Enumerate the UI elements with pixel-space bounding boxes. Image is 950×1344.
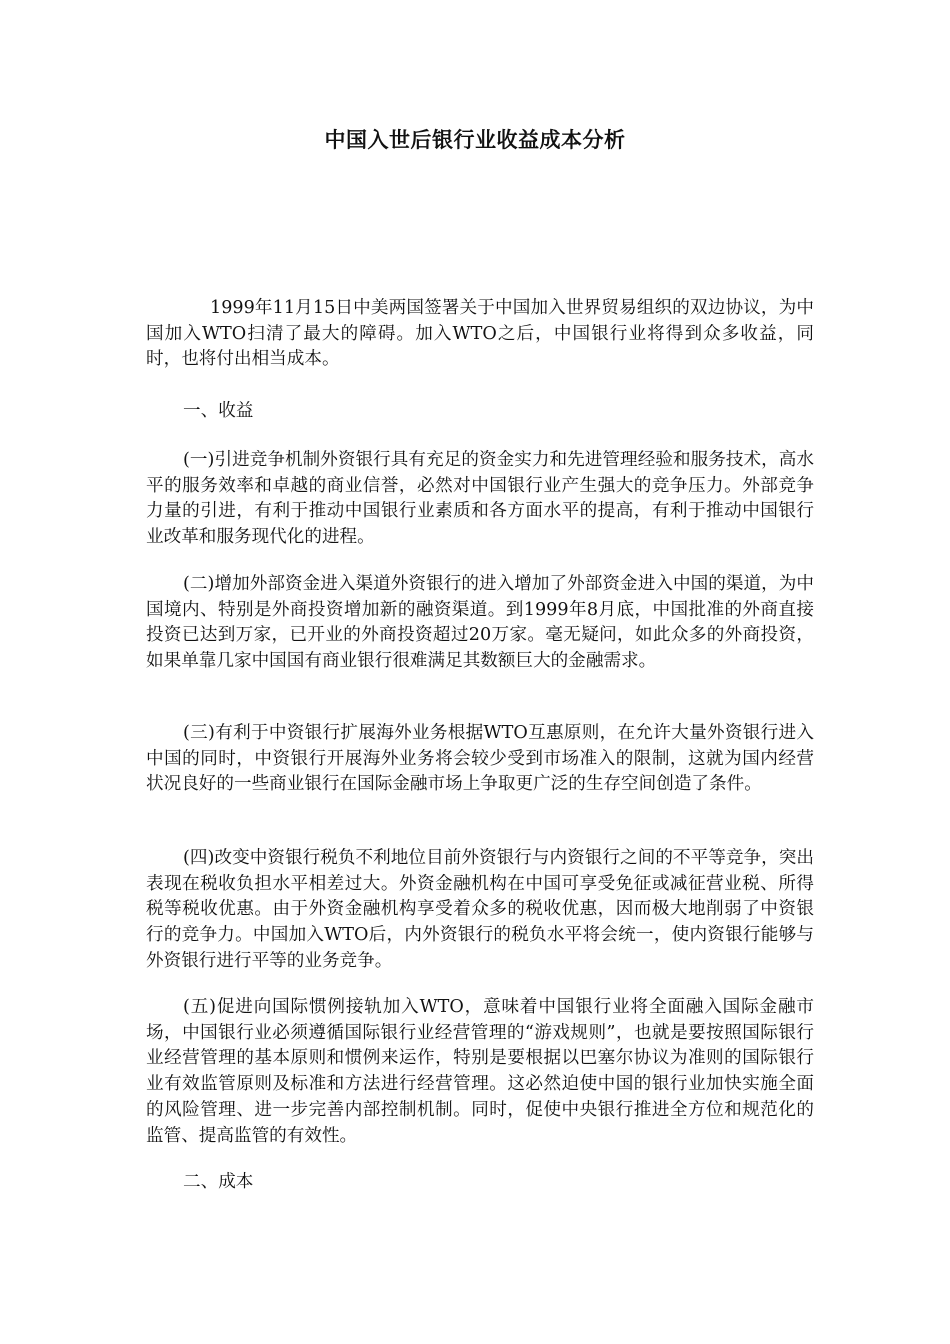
paragraph-4: (四)改变中资银行税负不利地位目前外资银行与内资银行之间的不平等竞争，突出表现在税收负担水平相差过大。外资金融机构在中国可享受免征或减征营业税、所得税等税收优惠。由于外资金融机构享受着众多的税收优惠，因而极大地削弱了中资银行的竞争力。中国加入WTO后，内外资银行的税负水平将会统一，使内资银行能够与外资银行进行平等的业务竞争。 xyxy=(146,848,814,971)
section-heading-cost: 二、成本 xyxy=(183,1172,254,1192)
intro-paragraph: 1999年11月15日中美两国签署关于中国加入世界贸易组织的双边协议，为中国加入WTO扫清了最大的障碍。加入WTO之后，中国银行业将得到众多收益，同时，也将付出相当成本。 xyxy=(146,298,814,370)
paragraph-5: (五)促进向国际惯例接轨加入WTO，意味着中国银行业将全面融入国际金融市场，中国银行业必须遵循国际银行业经营管理的“游戏规则”，也就是要按照国际银行业经营管理的基本原则和惯例来运作，特别是要根据以巴塞尔协议为准则的国际银行业有效监管原则及标准和方法进行经营管理。这必然迫使中国的银行业加快实施全面的风险管理、进一步完善内部控制机制。同时，促使中央银行推进全方位和规范化的监管、提高监管的有效性。 xyxy=(146,997,814,1146)
paragraph-1: (一)引进竞争机制外资银行具有充足的资金实力和先进管理经验和服务技术，高水平的服务效率和卓越的商业信誉，必然对中国银行业产生强大的竞争压力。外部竞争力量的引进，有利于推动中国银行业素质和各方面水平的提高，有利于推动中国银行业改革和服务现代化的进程。 xyxy=(146,450,814,548)
paragraph-3: (三)有利于中资银行扩展海外业务根据WTO互惠原则，在允许大量外资银行进入中国的同时，中资银行开展海外业务将会较少受到市场准入的限制，这就为国内经营状况良好的一些商业银行在国际金融市场上争取更广泛的生存空间创造了条件。 xyxy=(146,723,814,795)
document-title: 中国入世后银行业收益成本分析 xyxy=(324,128,626,152)
section-heading-income: 一、收益 xyxy=(183,401,254,421)
paragraph-2: (二)增加外部资金进入渠道外资银行的进入增加了外部资金进入中国的渠道，为中国境内、特别是外商投资增加新的融资渠道。到1999年8月底，中国批准的外商直接投资已达到万家，已开业的外商投资超过20万家。毫无疑问，如此众多的外商投资，如果单靠几家中国国有商业银行很难满足其数额巨大的金融需求。 xyxy=(146,574,814,672)
